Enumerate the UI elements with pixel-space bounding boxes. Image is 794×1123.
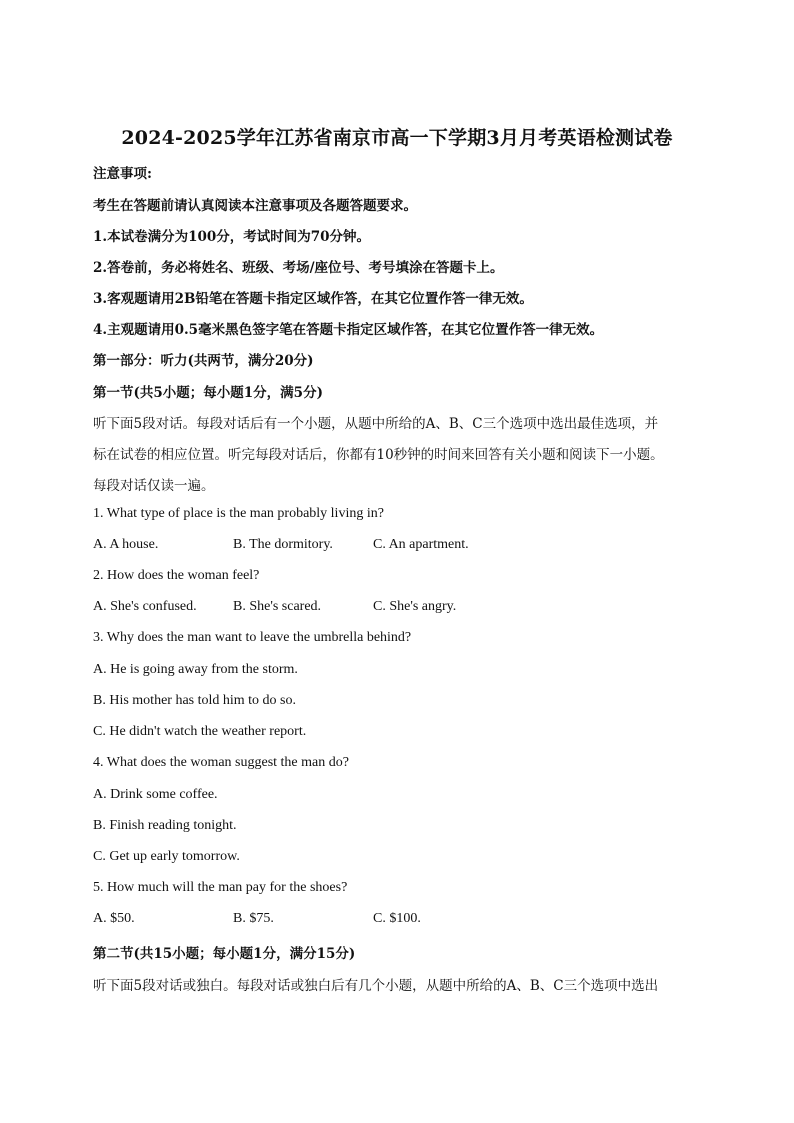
question-1-option-c: C. An apartment. [373, 537, 469, 552]
notice-item-2: 2.答卷前，务必将姓名、班级、考场/座位号、考号填涂在答题卡上。 [93, 260, 504, 276]
notice-heading: 注意事项: [93, 166, 152, 182]
question-2-stem: 2. How does the woman feel? [93, 568, 260, 583]
notice-intro: 考生在答题前请认真阅读本注意事项及各题答题要求。 [93, 198, 417, 214]
question-3-option-c: C. He didn't watch the weather report. [93, 724, 307, 739]
question-2-option-a: A. She's confused. [93, 599, 197, 614]
question-4-option-b: B. Finish reading tonight. [93, 818, 237, 833]
question-1-option-b: B. The dormitory. [233, 537, 333, 552]
notice-item-3: 3.客观题请用2B铅笔在答题卡指定区域作答，在其它位置作答一律无效。 [93, 291, 533, 307]
question-5-option-b: B. $75. [233, 911, 274, 926]
section1-instruction-line: 听下面5段对话。每段对话后有一个小题，从题中所给的A、B、C三个选项中选出最佳选项，并 [93, 416, 659, 432]
section1-instruction-line: 每段对话仅读一遍。 [93, 478, 215, 494]
question-4-option-c: C. Get up early tomorrow. [93, 849, 240, 864]
section2-heading: 第二节(共15小题；每小题1分，满分15分) [93, 946, 356, 962]
question-5-option-a: A. $50. [93, 911, 135, 926]
question-3-stem: 3. Why does the man want to leave the umbrella behind? [93, 630, 412, 645]
question-5-stem: 5. How much will the man pay for the shoes? [93, 880, 348, 895]
question-1-stem: 1. What type of place is the man probably living in? [93, 506, 384, 521]
question-4-stem: 4. What does the woman suggest the man do? [93, 755, 349, 770]
question-3-option-b: B. His mother has told him to do so. [93, 693, 296, 708]
question-2-option-b: B. She's scared. [233, 599, 322, 614]
question-5-option-c: C. $100. [373, 911, 421, 926]
part1-heading: 第一部分：听力(共两节，满分20分) [93, 353, 314, 369]
question-4-option-a: A. Drink some coffee. [93, 787, 218, 802]
section2-instruction-line: 听下面5段对话或独白。每段对话或独白后有几个小题，从题中所给的A、B、C三个选项中选出 [93, 978, 659, 994]
notice-item-4: 4.主观题请用0.5毫米黑色签字笔在答题卡指定区域作答，在其它位置作答一律无效。 [93, 322, 604, 338]
notice-item-1: 1.本试卷满分为100分，考试时间为70分钟。 [93, 229, 371, 245]
question-2-option-c: C. She's angry. [373, 599, 457, 614]
question-1-option-a: A. A house. [93, 537, 159, 552]
page-title: 2024-2025学年江苏省南京市高一下学期3月月考英语检测试卷 [121, 127, 673, 149]
section1-heading: 第一节(共5小题；每小题1分，满5分) [93, 385, 323, 401]
question-3-option-a: A. He is going away from the storm. [93, 662, 298, 677]
section1-instruction-line: 标在试卷的相应位置。听完每段对话后，你都有10秒钟的时间来回答有关小题和阅读下一小题。 [93, 447, 664, 463]
